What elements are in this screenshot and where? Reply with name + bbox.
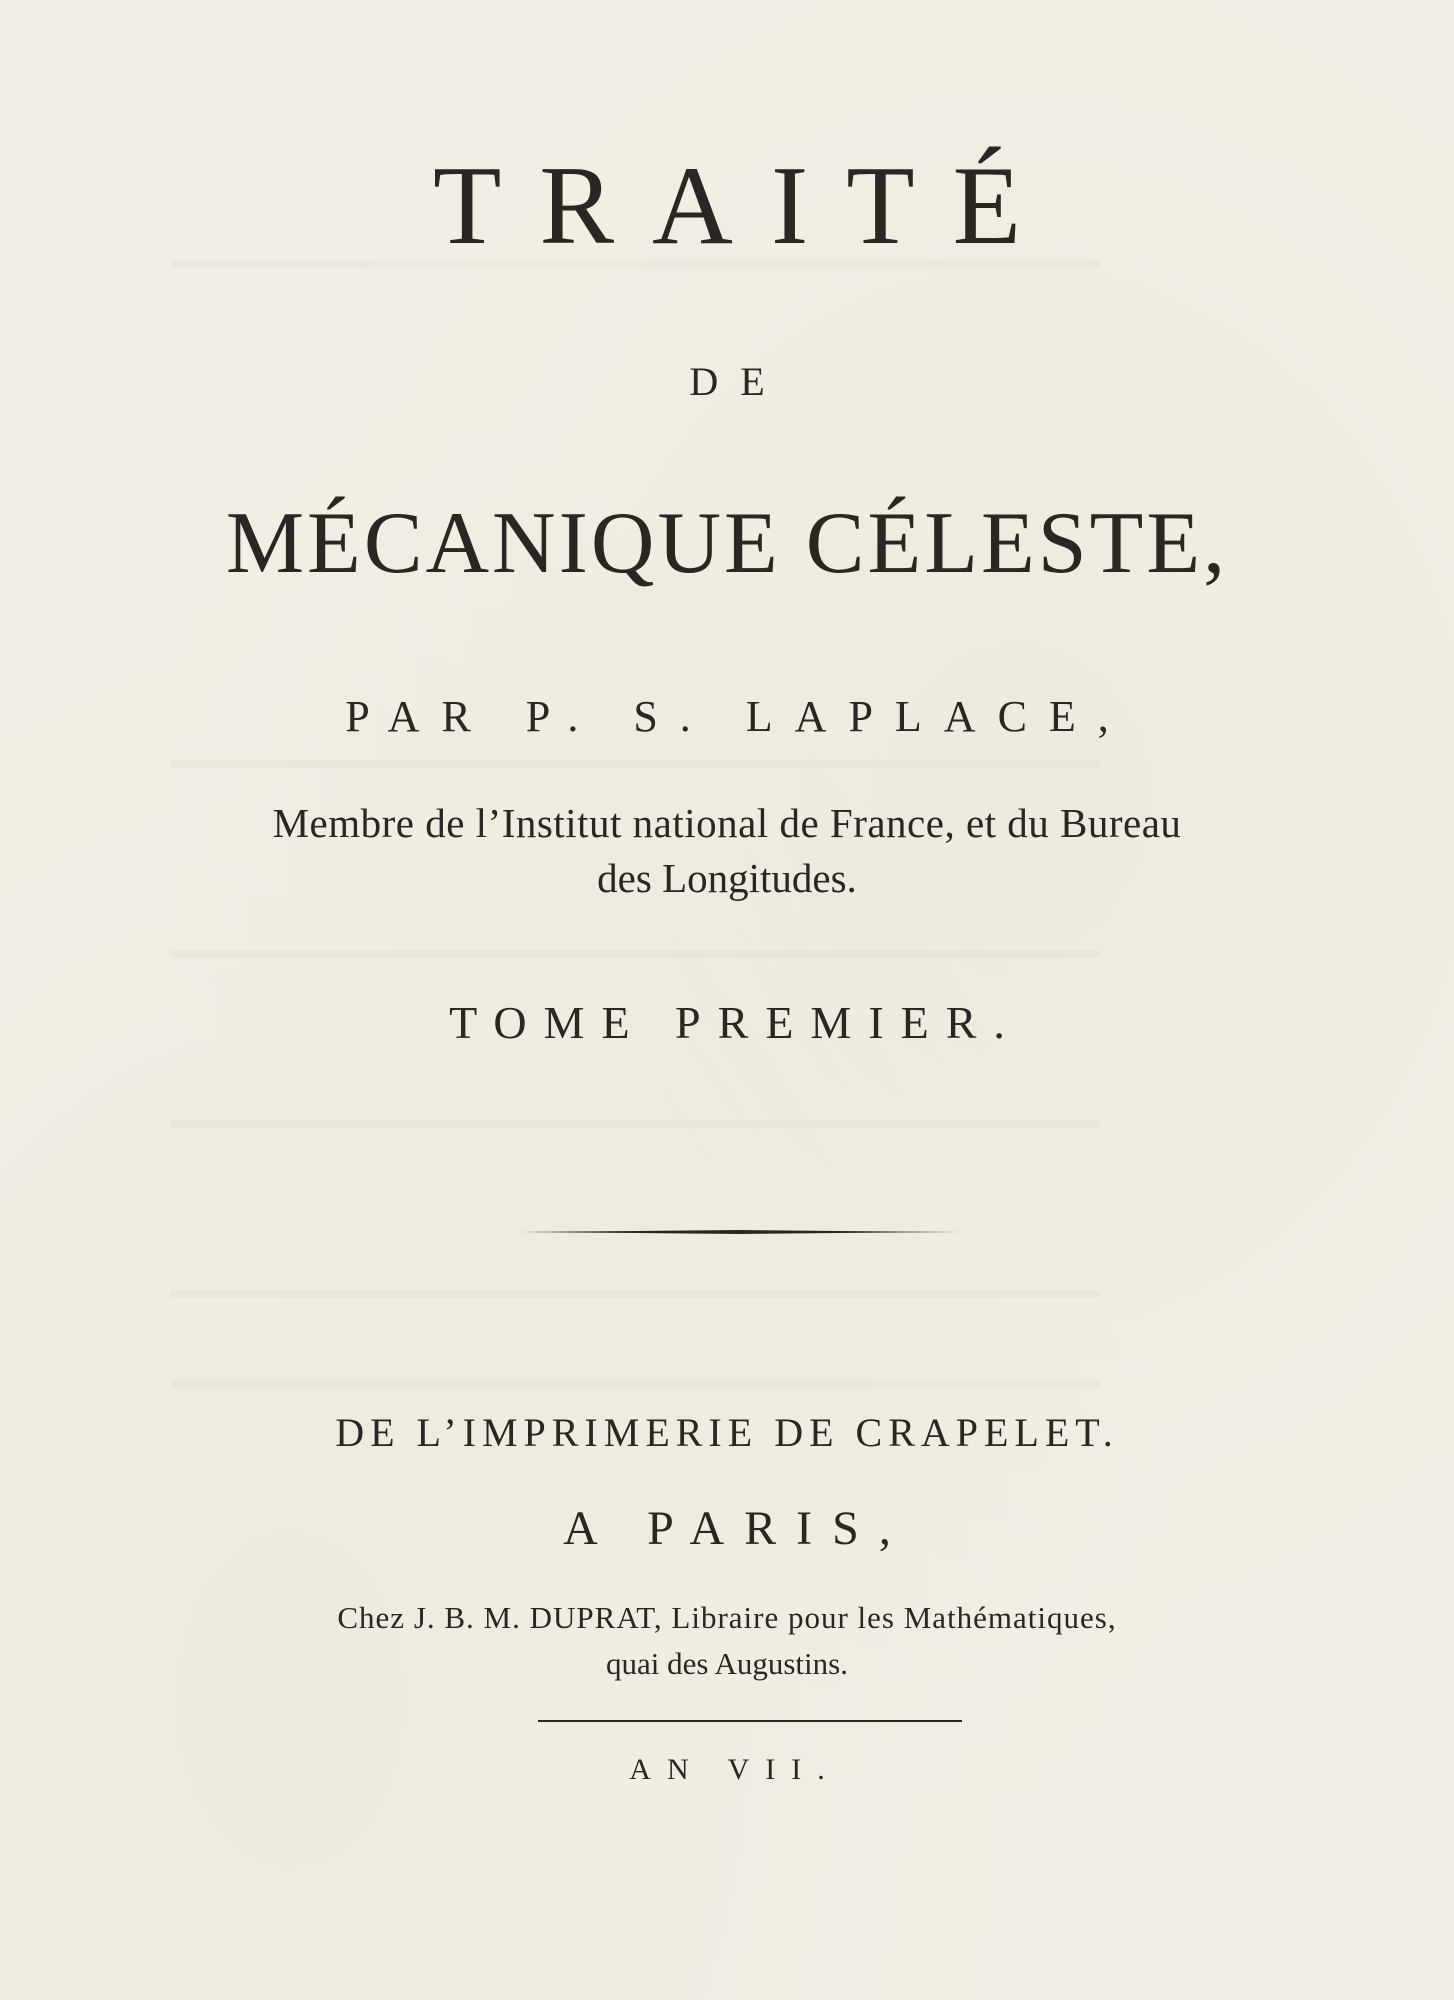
author-affiliation-line-1: Membre de l’Institut national de France, et du Bureau [272,800,1182,846]
bookseller-address: quai des Augustins. [606,1646,848,1681]
bleed-through-line [170,1290,1100,1298]
bleed-through-line [170,950,1100,958]
publication-city: A PARIS, [563,1502,911,1555]
printer-imprint: DE L’IMPRIMERIE DE CRAPELET. [335,1410,1119,1455]
book-subject: MÉCANIQUE CÉLESTE, [225,495,1229,592]
author-line: PAR P. S. LAPLACE, [345,692,1131,741]
bookseller-line: Chez J. B. M. DUPRAT, Libraire pour les Mathématiques, [337,1600,1117,1635]
publication-date: AN VII. [629,1753,841,1786]
title-connector: DE [689,359,787,404]
volume-label: TOME PREMIER. [449,997,1022,1048]
divider-rule [538,1720,962,1722]
bleed-through-line [170,1380,1100,1388]
bleed-through-line [170,760,1100,768]
bleed-through-line [170,1120,1100,1128]
ornamental-rule [520,1229,960,1235]
book-title: TRAITÉ [432,144,1060,268]
author-affiliation-line-2: des Longitudes. [597,855,857,901]
